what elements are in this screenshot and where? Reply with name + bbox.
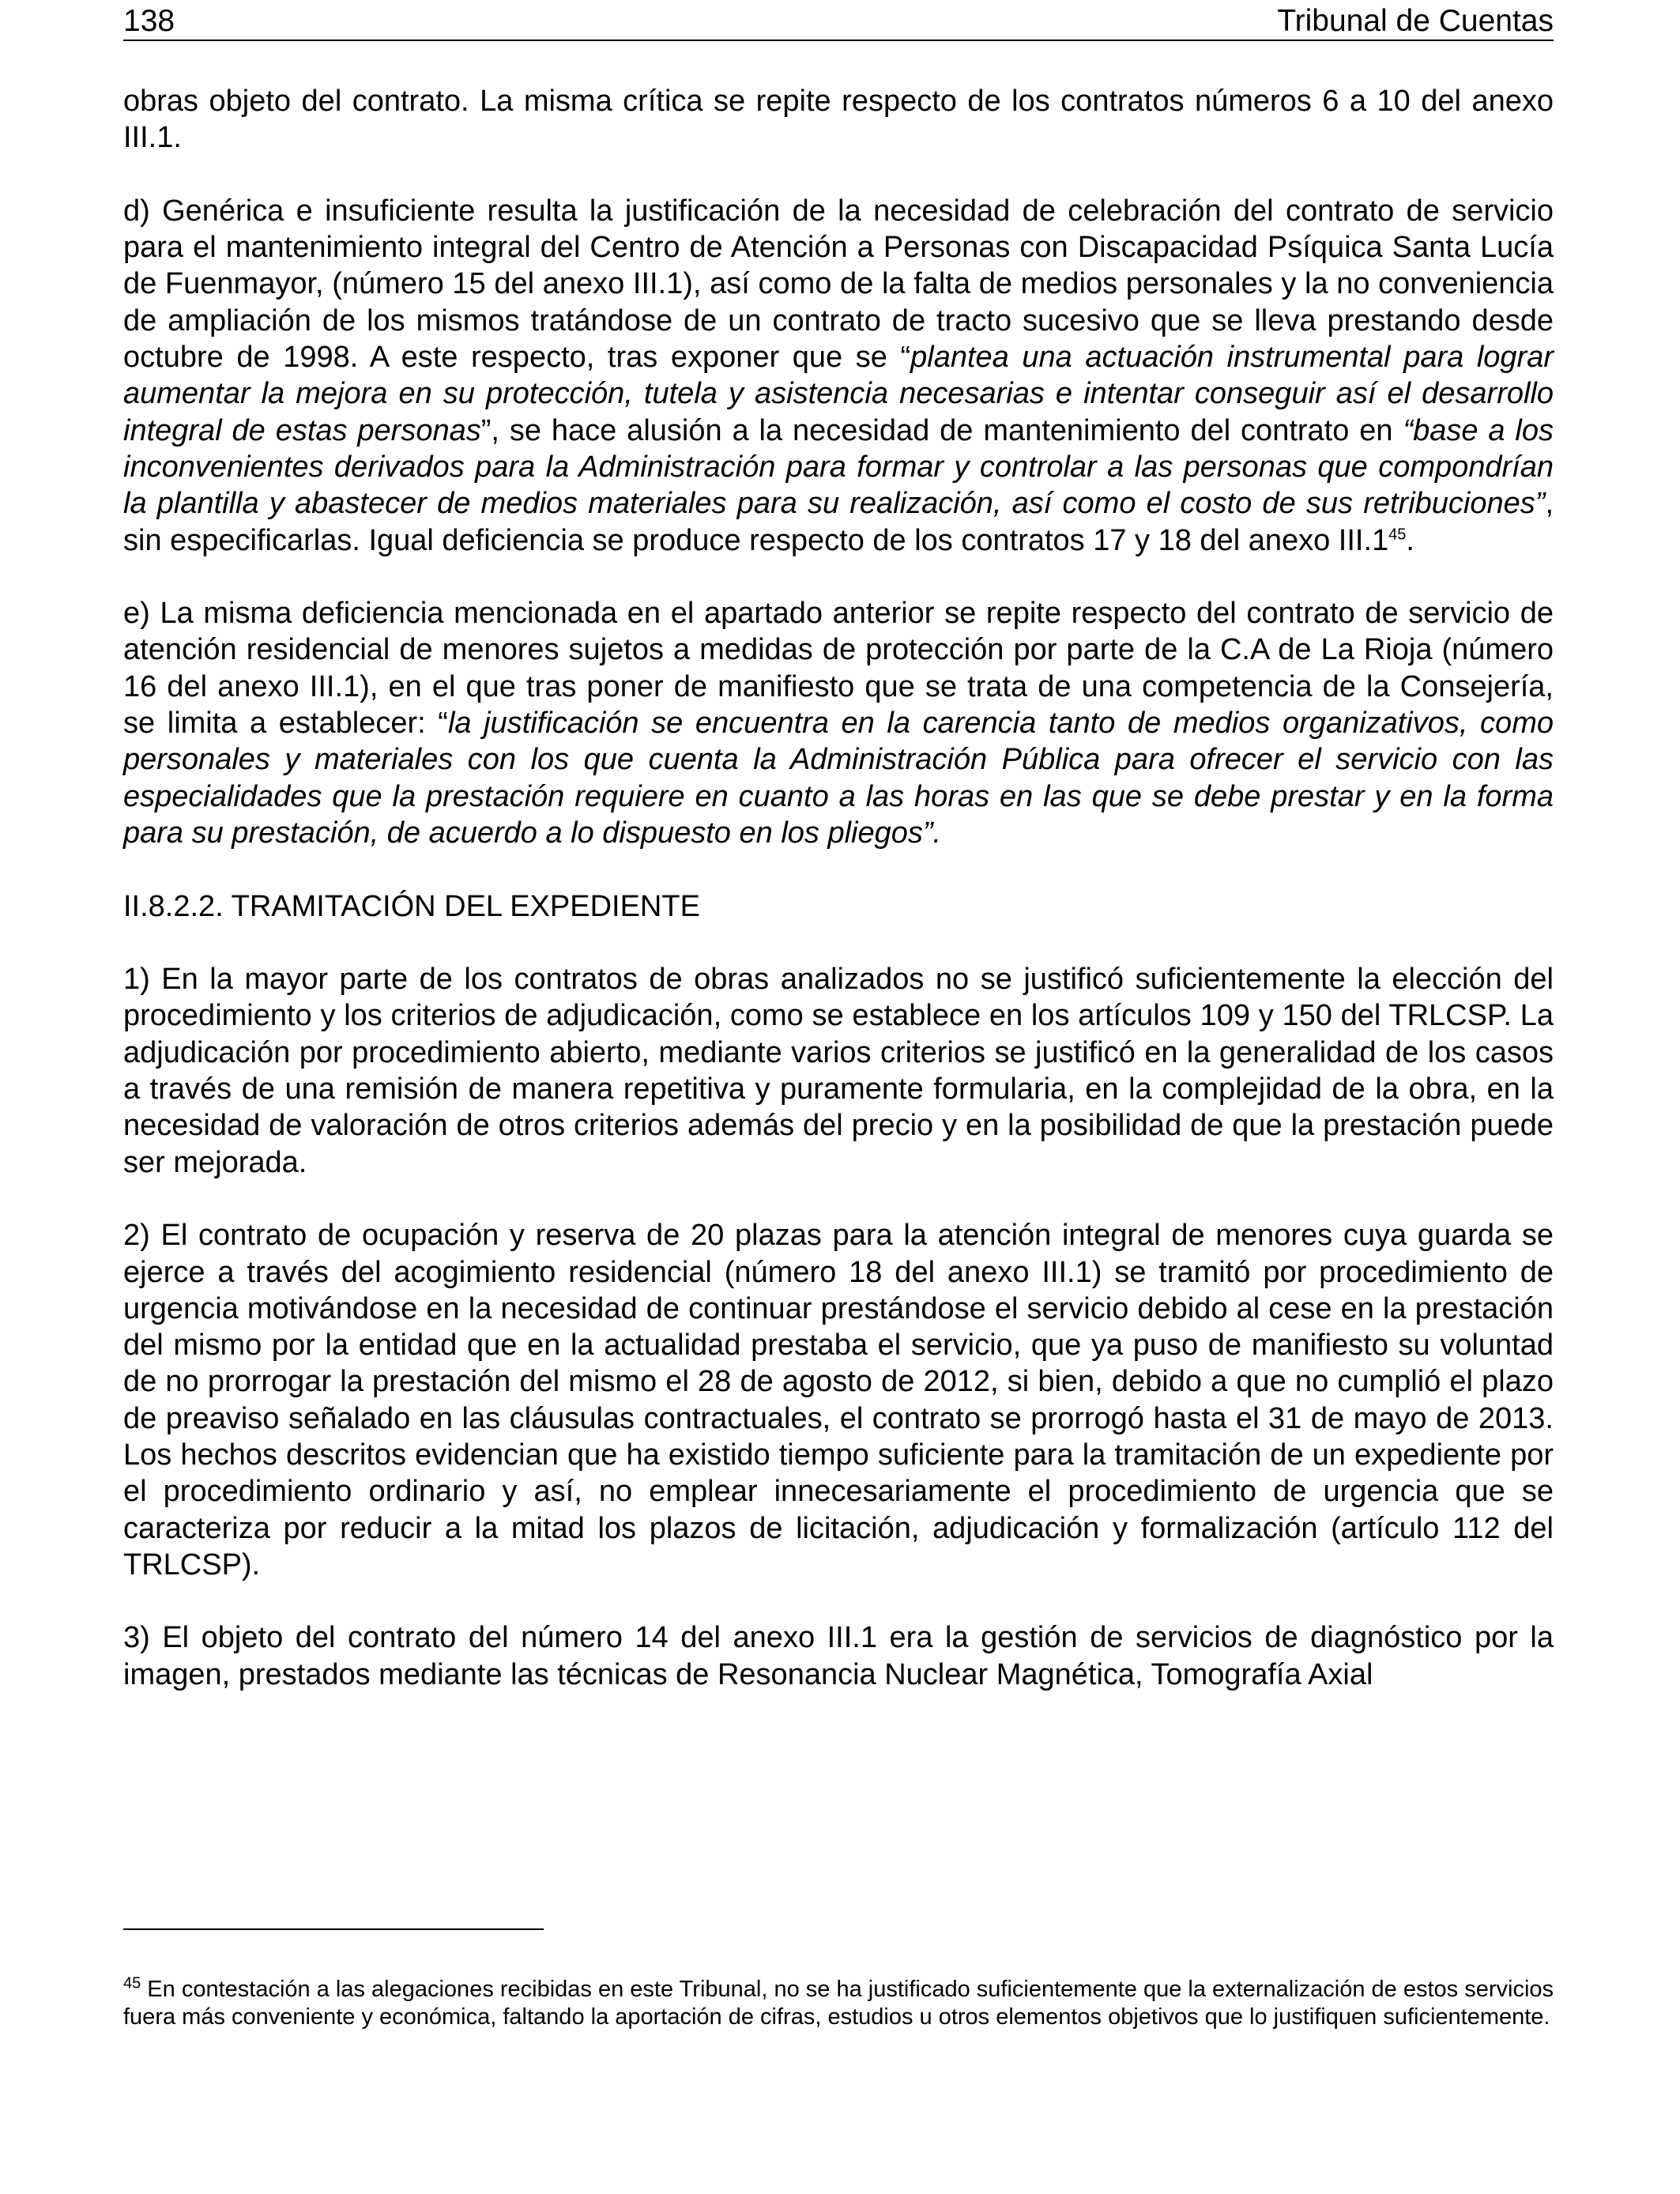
- paragraph-continuation: obras objeto del contrato. La misma crítica se repite respecto de los contratos números 6 a 10 del anexo III.1.: [123, 85, 1554, 155]
- paragraph-e-quote: la justificación se encuentra en la carencia tanto de medios organizativos, como personales y materiales con los que cuenta la Administración Pública para ofrecer el servicio con las especialidades que la prestación requiere en cuanto a las horas en las que se debe prestar y en la forma para su prestación, de acuerdo a lo dispuesto en los pliegos”.: [123, 707, 1554, 850]
- paragraph-d: [123, 193, 1554, 559]
- section-heading: II.8.2.2. TRAMITACIÓN DEL EXPEDIENTE: [123, 889, 700, 923]
- footnote-number: 45: [123, 1974, 141, 1992]
- paragraph-e: [123, 595, 1554, 851]
- paragraph-d-text-4: .: [1406, 523, 1414, 557]
- paragraph-d-quote-2: “base a los inconvenientes derivados para la Administración para formar y controlar a las personas que compondrían la plantilla y abastecer de medios materiales para su realización, así como el costo de sus retribuciones”: [123, 413, 1554, 521]
- page-header: [123, 0, 1554, 41]
- footnote: [123, 1976, 1554, 2031]
- paragraph-2: 2) El contrato de ocupación y reserva de 20 plazas para la atención integral de menores cuya guarda se ejerce a través del acogimiento residencial (número 18 del anexo III.1) se tramitó por procedimiento de urgencia motivándose en la necesidad de continuar prestándose el servicio debido al cese en la prestación del mismo por la entidad que en la actualidad prestaba el servicio, que ya puso de manifiesto su voluntad de no prorrogar la prestación del mismo el 28 de agosto de 2012, si bien, debido a que no cumplió el plazo de preaviso señalado en las cláusulas contractuales, el contrato se prorrogó hasta el 31 de mayo de 2013. Los hechos descritos evidencian que ha existido tiempo suficiente para la tramitación de un expediente por el procedimiento ordinario y así, no emplear innecesariamente el procedimiento de urgencia que se caracteriza por reducir a la mitad los plazos de licitación, adjudicación y formalización (artículo 112 del TRLCSP).: [123, 1219, 1554, 1581]
- body-text: [123, 83, 1554, 1729]
- paragraph-1: 1) En la mayor parte de los contratos de obras analizados no se justificó suficientemente la elección del procedimiento y los criterios de adjudicación, como se establece en los artículos 109 y 150 del TRLCSP. La adjudicación por procedimiento abierto, mediante varios criterios se justificó en la generalidad de los casos a través de una remisión de manera repetitiva y puramente formularia, en la complejidad de la obra, en la necesidad de valoración de otros criterios además del precio y en la posibilidad de que la prestación puede ser mejorada.: [123, 963, 1554, 1179]
- paragraph-d-text-2: ”, se hace alusión a la necesidad de mantenimiento del contrato en: [480, 413, 1403, 447]
- paragraph-d-text-1: d) Genérica e insuficiente resulta la justificación de la necesidad de celebración del contrato de servicio para el mantenimiento integral del Centro de Atención a Personas con Discapacidad Psíquica Santa Lucía de Fuenmayor, (número 15 del anexo III.1), así como de la falta de medios personales y la no conveniencia de ampliación de los mismos tratándose de un contrato de tracto sucesivo que se lleva prestando desde octubre de 1998. A este respecto, tras exponer que se “: [123, 194, 1554, 375]
- footnote-text: En contestación a las alegaciones recibidas en este Tribunal, no se ha justificado suficientemente que la externalización de estos servicios fuera más conveniente y económica, faltando la aportación de cifras, estudios u otros elementos objetivos que lo justifiquen suficientemente.: [123, 1977, 1554, 2030]
- paragraph-d-text-3: , sin especificarlas. Igual deficiencia se produce respecto de los contratos 17 y 18 del anexo III.1: [123, 487, 1554, 557]
- paragraph-d-quote-1: plantea una actuación instrumental para lograr aumentar la mejora en su protección, tutela y asistencia necesarias e intentar conseguir así el desarrollo integral de estas personas: [123, 341, 1554, 447]
- page-number: 138: [123, 4, 175, 38]
- paragraph-e-text: e) La misma deficiencia mencionada en el apartado anterior se repite respecto del contrato de servicio de atención residencial de menores sujetos a medidas de protección por parte de la C.A de La Rioja (número 16 del anexo III.1), en el que tras poner de manifiesto que se trata de una competencia de la Consejería, se limita a establecer: “: [123, 597, 1554, 741]
- footnote-reference[interactable]: 45: [1388, 525, 1407, 543]
- footnote-separator: [123, 1928, 544, 1930]
- paragraph-3: 3) El objeto del contrato del número 14 del anexo III.1 era la gestión de servicios de diagnóstico por la imagen, prestados mediante las técnicas de Resonancia Nuclear Magnética, Tomografía Axial: [123, 1621, 1554, 1691]
- header-title: Tribunal de Cuentas: [1277, 4, 1554, 38]
